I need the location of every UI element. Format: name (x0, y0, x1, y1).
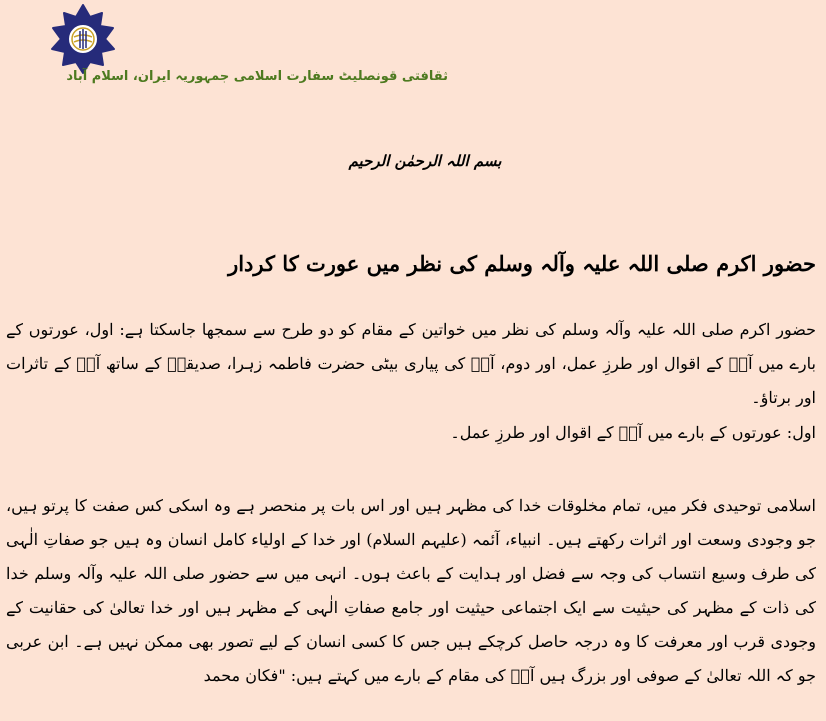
paragraph-intro: حضور اکرم صلی اللہ علیہ وآلہ وسلم کی نظر میں خواتین کے مقام کو دو طرح سے سمجھا جاسکتا ہے: اول، عورتوں کے بارے میں آپؐ کے اقوال اور طرزِ عمل، اور دوم، آپؐ کی پیاری بیٹی حضرت فاطمہ زہرا، صدیقہؑ کے ساتھ آپؐ کے تاثرات اور برتاؤ۔ (6, 320, 817, 407)
bismillah-heading: بسم اللہ الرحمٰن الرحیم (348, 152, 502, 170)
paragraph-first-point: اول: عورتوں کے بارے میں آپؐ کے اقوال اور طرزِ عمل۔ (450, 423, 816, 442)
paragraph-tawhid: اسلامی توحیدی فکر میں، تمام مخلوقات خدا کی مظہر ہیں اور اس بات پر منحصر ہے وہ اسکی کس صفت کا پرتو ہیں، جو وجودی وسعت اور اثرات رکھتے ہیں۔ انبیاء، آئمہ (علیہم السلام) اور خدا کے اولیاء کامل انسان وہ ہیں جو صفاتِ الٰہی کی طرف وسیع انتساب کی وجہ سے فضل اور ہدایت کے باعث ہوں۔ انہی میں سے حضور صلی اللہ علیہ وآلہ وسلم خدا کی ذات کے مظہر کی حیثیت سے ایک اجتماعی حیثیت اور جامع صفاتِ الٰہی کے مظہر ہیں اور خدا تعالیٰ کی حقانیت کے وجودی قرب اور معرفت کا وہ درجہ حاصل کرچکے ہیں جس کا کسی انسان کے لیے تصور بھی ممکن نہیں ہے۔ ابن عربی جو کہ اللہ تعالیٰ کے صوفی اور بزرگ ہیں آپؐ کی مقام کے بارے میں کہتے ہیں: "فکان محمد (6, 496, 817, 685)
embassy-logo (38, 5, 128, 77)
embassy-star-emblem-icon (38, 5, 128, 77)
organization-name: ثقافتی قونصلیٹ سفارت اسلامی جمہوریہ ایران، اسلام آباد (66, 69, 448, 84)
article-title: حضور اکرم صلی اللہ علیہ وآلہ وسلم کی نظر میں عورت کا کردار (228, 251, 816, 276)
